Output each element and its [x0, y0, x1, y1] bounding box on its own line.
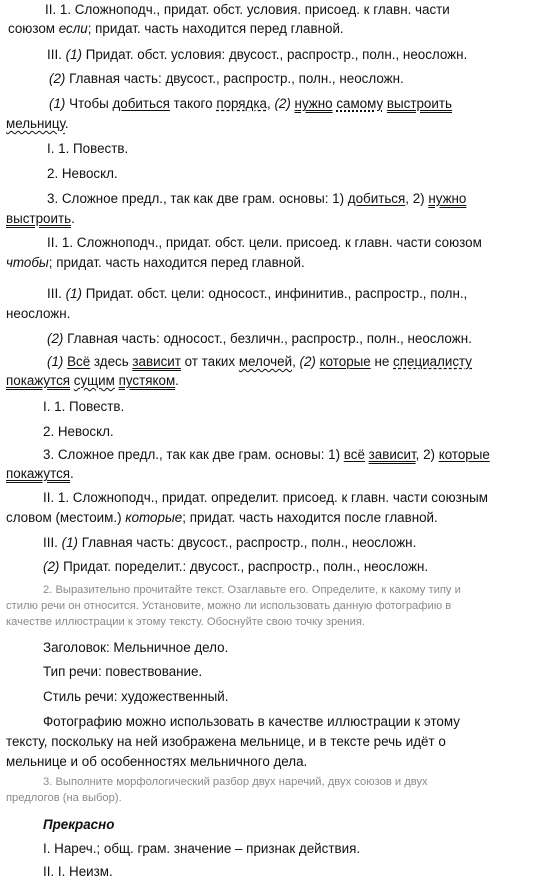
p7-line1: 3. Сложное предл., так как две грам. основы: 1) добиться, 2) нужно — [47, 191, 467, 206]
p14-line1: 3. Сложное предл., так как две грам. основы: 1) всё зависит, 2) которые — [43, 447, 490, 462]
p2-line: III. (1) Придат. обст. условия: двусост., распростр., полн., неосложн. — [47, 47, 468, 62]
p1-line2: союзом если; придат. часть находится перед главной. — [8, 21, 344, 36]
analysis-line2: II. I. Неизм. — [43, 864, 113, 879]
p4-line1: (1) Чтобы добиться такого порядка, (2) нужно самому выстроить — [49, 96, 452, 111]
p3-line: (2) Главная часть: двусост., распростр., полн., неосложн. — [49, 71, 404, 86]
p13-line: 2. Невоскл. — [43, 424, 114, 439]
p5-line: I. 1. Повеств. — [47, 141, 129, 156]
task3-line1: 3. Выполните морфологический разбор двух наречий, двух союзов и двух — [43, 776, 428, 788]
p6-line: 2. Невоскл. — [47, 166, 118, 181]
analysis-word: Прекрасно — [43, 817, 115, 832]
p11-line2: покажутся сущим пустяком. — [6, 373, 179, 388]
p12-line: I. 1. Повеств. — [43, 399, 125, 414]
task2-line2: стилю речи он относится. Установите, можно ли использовать данную фотографию в — [6, 600, 452, 612]
p4-line2: мельницу. — [6, 116, 69, 131]
p9-line1: III. (1) Придат. обст. цели: односост., инфинитив., распростр., полн., — [47, 286, 468, 301]
task2-line1: 2. Выразительно прочитайте текст. Озаглавьте его. Определите, к какому типу и — [43, 584, 461, 596]
task3-line2: предлогов (на выбор). — [6, 792, 122, 804]
p11-line1: (1) Всё здесь зависит от таких мелочей, (2) которые не специалисту — [47, 354, 473, 369]
p17-line: (2) Придат. поределит.: двусост., распростр., полн., неосложн. — [43, 559, 429, 574]
answer-title: Заголовок: Мельничное дело. — [43, 640, 229, 655]
p7-line2: выстроить. — [6, 211, 75, 226]
task2-line3: качестве иллюстрации к этому тексту. Обоснуйте свою точку зрения. — [6, 616, 365, 628]
p10-line: (2) Главная часть: односост., безличн., распростр., полн., неосложн. — [47, 331, 472, 346]
p16-line: III. (1) Главная часть: двусост., распростр., полн., неосложн. — [43, 535, 417, 550]
p15-line2: словом (местоим.) которые; придат. часть находится после главной. — [6, 510, 438, 525]
p8-line2: чтобы; придат. часть находится перед главной. — [6, 255, 305, 270]
answer-type: Тип речи: повествование. — [43, 664, 203, 679]
answer-photo-line3: мельнице и об особенностях мельничного дела. — [6, 754, 308, 769]
p15-line1: II. 1. Сложноподч., придат. определит. присоед. к главн. части союзным — [43, 490, 488, 505]
answer-photo-line1: Фотографию можно использовать в качестве иллюстрации к этому — [43, 714, 460, 729]
p14-line2: покажутся. — [6, 466, 74, 481]
p8-line1: II. 1. Сложноподч., придат. обст. цели. присоед. к главн. части союзом — [47, 235, 482, 250]
p1-line1: II. 1. Сложноподч., придат. обст. условия. присоед. к главн. части — [45, 2, 450, 17]
answer-photo-line2: тексту, поскольку на ней изображена мельнице, и в тексте речь идёт о — [6, 734, 446, 749]
analysis-line1: I. Нареч.; общ. грам. значение – признак действия. — [43, 841, 361, 856]
answer-style: Стиль речи: художественный. — [43, 689, 229, 704]
p9-line2: неосложн. — [6, 306, 71, 321]
